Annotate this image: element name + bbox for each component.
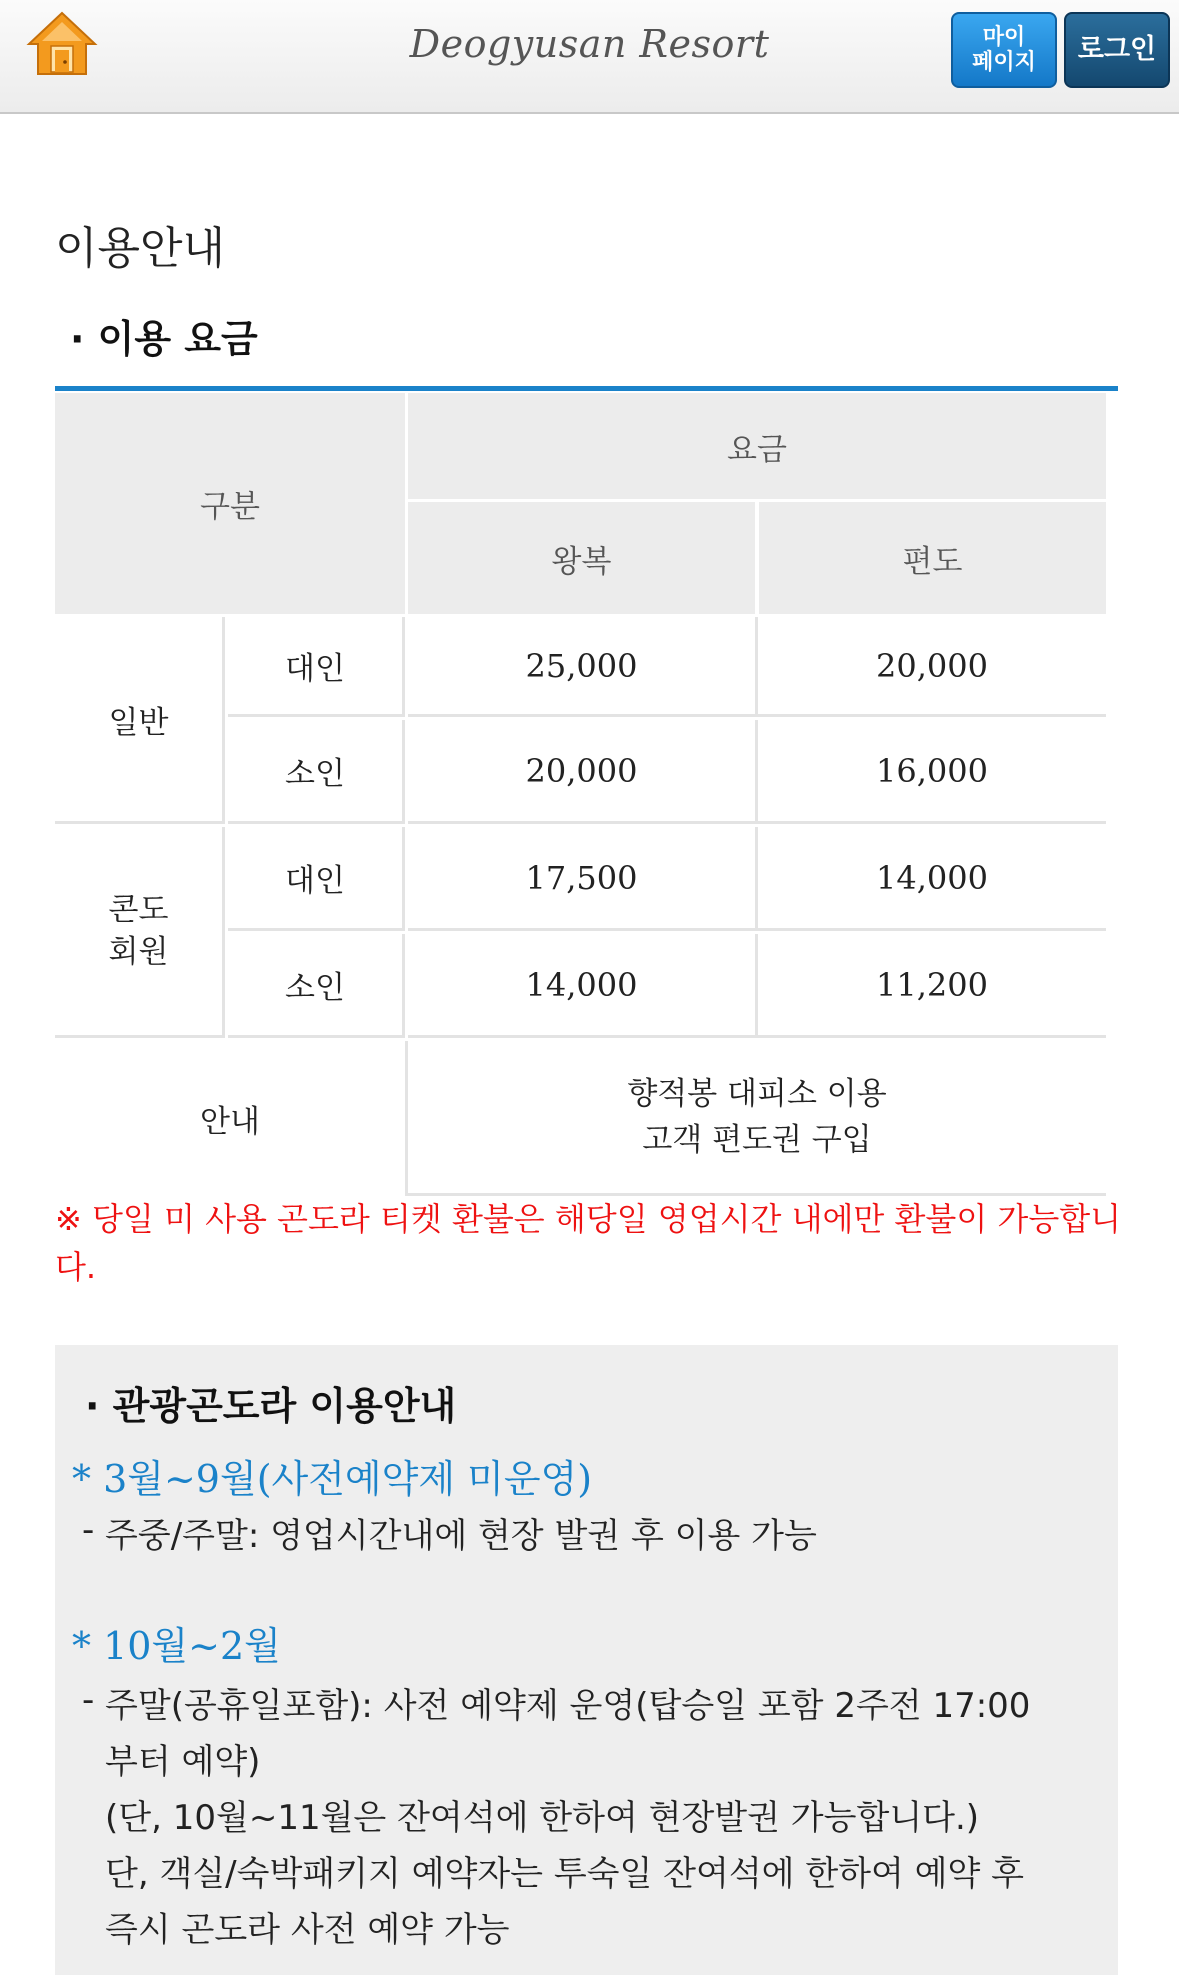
- season2-text: [105, 1678, 1030, 1958]
- roundtrip-fee: 25,000: [408, 617, 758, 717]
- group-label-general: [55, 617, 225, 824]
- note-content: [408, 1041, 1106, 1196]
- row-type-label: 대인: [228, 827, 405, 931]
- row-type-label: 소인: [228, 934, 405, 1038]
- top-header: [0, 0, 1179, 114]
- note-label: 안내: [55, 1041, 408, 1196]
- group-condo-line2: 회원: [108, 934, 169, 970]
- season2-line: 즉시 곤도라 사전 예약 가능: [105, 1910, 510, 1950]
- group-condo-line1: 콘도: [108, 892, 169, 928]
- oneway-fee: 14,000: [758, 827, 1106, 931]
- oneway-fee: 16,000: [758, 720, 1106, 824]
- roundtrip-fee: 20,000: [408, 720, 758, 824]
- note-line: 향적봉 대피소 이용: [627, 1076, 887, 1112]
- header-category: 구분: [55, 393, 405, 614]
- login-button[interactable]: 로그인: [1064, 12, 1170, 88]
- dash-marker: -: [82, 1680, 95, 1720]
- season2-line: 부터 예약): [105, 1742, 261, 1782]
- note-line: 고객 편도권 구입: [642, 1122, 872, 1158]
- group-general-line: 일반: [108, 704, 169, 741]
- oneway-fee: 11,200: [758, 934, 1106, 1038]
- mypage-label-line1: 마이: [982, 25, 1026, 50]
- header-fee: 요금: [408, 393, 1106, 499]
- header-oneway: 편도: [759, 502, 1106, 614]
- season2-line: 단, 객실/숙박패키지 예약자는 투숙일 잔여석에 한하여 예약 후: [105, 1854, 1025, 1894]
- gondola-info-title: · 관광곤도라 이용안내: [85, 1384, 457, 1428]
- roundtrip-fee: 17,500: [408, 827, 758, 931]
- dash-marker: -: [82, 1510, 95, 1550]
- season1-text: 주중/주말: 영업시간내에 현장 발권 후 이용 가능: [105, 1516, 817, 1556]
- row-type-label: 대인: [228, 617, 405, 717]
- brand-logo: Deogyusan Resort: [409, 22, 770, 66]
- fee-section-title: · 이용 요금: [70, 317, 258, 361]
- season-heading-spring-summer: * 3월~9월(사전예약제 미운영): [72, 1457, 593, 1501]
- group-label-condo-member: [55, 827, 225, 1038]
- page-title: 이용안내: [55, 223, 226, 274]
- season-heading-autumn-winter: * 10월~2월: [72, 1624, 281, 1668]
- oneway-fee: 20,000: [758, 617, 1106, 717]
- table-top-line: [55, 386, 1118, 391]
- mypage-label-line2: 페이지: [972, 50, 1036, 75]
- roundtrip-fee: 14,000: [408, 934, 758, 1038]
- header-roundtrip: 왕복: [408, 502, 755, 614]
- mypage-button[interactable]: [951, 12, 1057, 88]
- refund-notice: ※ 당일 미 사용 곤도라 티켓 환불은 해당일 영업시간 내에만 환불이 가능합니다.: [55, 1200, 1122, 1286]
- season2-line: 주말(공휴일포함): 사전 예약제 운영(탑승일 포함 2주전 17:00: [105, 1686, 1031, 1726]
- season2-line: (단, 10월~11월은 잔여석에 한하여 현장발권 가능합니다.): [105, 1798, 980, 1838]
- row-type-label: 소인: [228, 720, 405, 824]
